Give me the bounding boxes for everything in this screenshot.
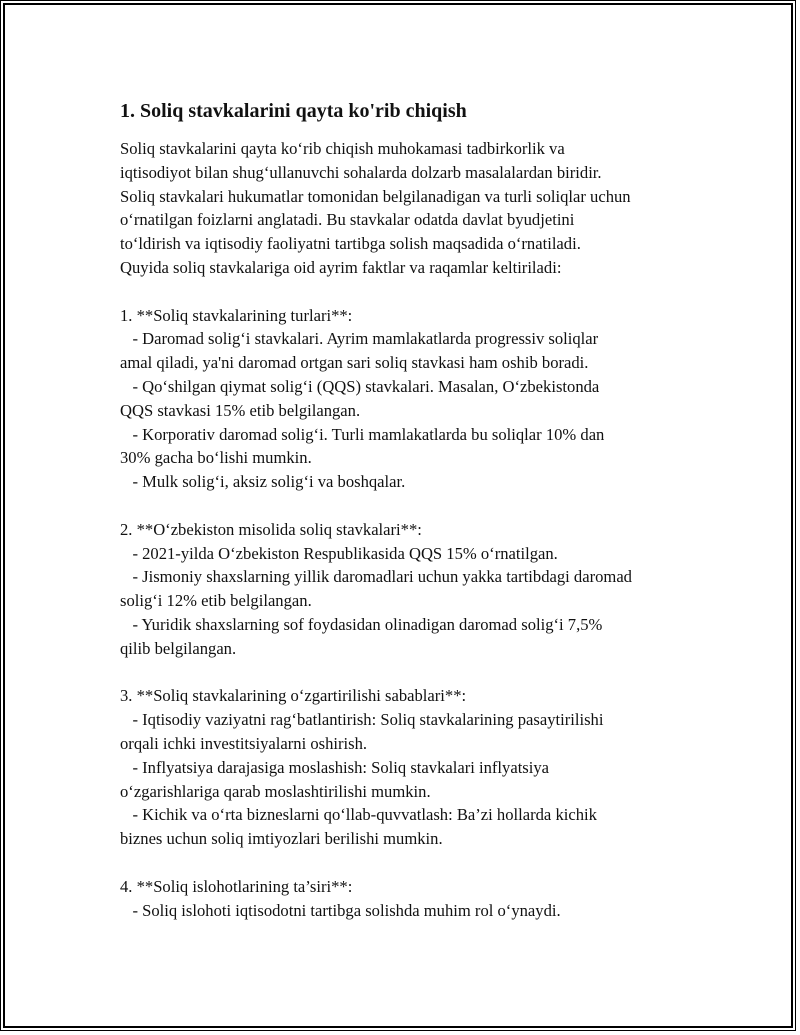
text-line: - Korporativ daromad solig‘i. Turli mamlakatlarda bu soliqlar 10% dan [120, 424, 605, 444]
text-line: Soliq stavkalarini qayta ko‘rib chiqish muhokamasi tadbirkorlik va [120, 139, 565, 158]
text-line: QQS stavkasi 15% etib belgilangan. [120, 400, 361, 420]
text-line: - 2021-yilda O‘zbekiston Respublikasida QQS 15% o‘rnatilgan. [120, 543, 558, 563]
text-line: solig‘i 12% etib belgilangan. [120, 591, 312, 611]
text-line: 2. **O‘zbekiston misolida soliq stavkalari**: [120, 519, 422, 539]
text-line: - Jismoniy shaxslarning yillik daromadlari uchun yakka tartibdagi daromad [120, 567, 632, 587]
document-text [120, 137, 710, 922]
text-line: - Daromad solig‘i stavkalari. Ayrim mamlakatlarda progressiv soliqlar [120, 329, 599, 349]
text-line: - Iqtisodiy vaziyatni rag‘batlantirish: Soliq stavkalarining pasaytirilishi [120, 710, 604, 730]
blank-line [120, 494, 710, 518]
text-line: 3. **Soliq stavkalarining o‘zgartirilishi sabablari**: [120, 686, 467, 706]
document-body [120, 97, 710, 922]
text-line: qilib belgilangan. [120, 638, 237, 658]
document-title: 1. Soliq stavkalarini qayta ko'rib chiqish [120, 100, 467, 122]
text-line: to‘ldirish va iqtisodiy faoliyatni tartibga solish maqsadida o‘rnatiladi. [120, 234, 581, 254]
text-line: - Soliq islohoti iqtisodotni tartibga solishda muhim rol o‘ynaydi. [120, 900, 561, 920]
text-line: - Mulk solig‘i, aksiz solig‘i va boshqalar. [120, 472, 406, 492]
text-line: o‘rnatilgan foizlarni anglatadi. Bu stavkalar odatda davlat byudjetini [120, 210, 575, 230]
page-frame [3, 3, 793, 1028]
text-line: biznes uchun soliq imtiyozlari berilishi mumkin. [120, 829, 443, 849]
text-line: - Kichik va o‘rta bizneslarni qo‘llab-quvvatlash: Ba’zi hollarda kichik [120, 805, 597, 825]
blank-line [120, 661, 710, 685]
text-line: orqali ichki investitsiyalarni oshirish. [120, 733, 368, 753]
text-line: Soliq stavkalari hukumatlar tomonidan belgilanadigan va turli soliqlar uchun [120, 186, 631, 206]
text-line: o‘zgarishlariga qarab moslashtirilishi mumkin. [120, 781, 431, 801]
text-line: Quyida soliq stavkalariga oid ayrim faktlar va raqamlar keltiriladi: [120, 257, 562, 277]
text-line: 4. **Soliq islohotlarining ta’siri**: [120, 876, 353, 896]
text-line: 30% gacha bo‘lishi mumkin. [120, 448, 312, 468]
blank-line [120, 851, 710, 875]
text-line: iqtisodiyot bilan shug‘ullanuvchi sohalarda dolzarb masalalardan biridir. [120, 162, 602, 182]
text-line: - Yuridik shaxslarning sof foydasidan olinadigan daromad solig‘i 7,5% [120, 614, 603, 634]
text-line: - Qo‘shilgan qiymat solig‘i (QQS) stavkalari. Masalan, O‘zbekistonda [120, 376, 600, 396]
text-line: - Inflyatsiya darajasiga moslashish: Soliq stavkalari inflyatsiya [120, 757, 550, 777]
blank-line [120, 280, 710, 304]
text-line: 1. **Soliq stavkalarining turlari**: [120, 305, 353, 325]
text-line: amal qiladi, ya'ni daromad ortgan sari soliq stavkasi ham oshib boradi. [120, 353, 589, 373]
